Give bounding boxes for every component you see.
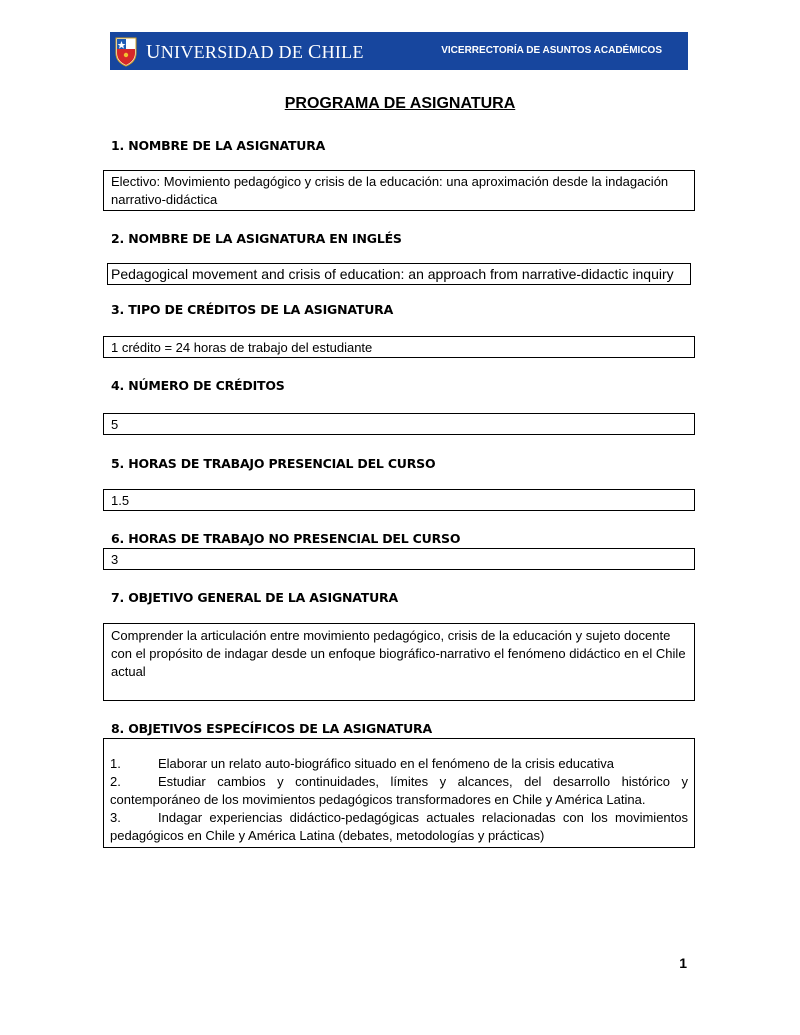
section-8-heading: 8. OBJETIVOS ESPECÍFICOS DE LA ASIGNATURA (111, 721, 432, 736)
header-banner (110, 32, 688, 70)
vice-rectory-label: VICERRECTORÍA DE ASUNTOS ACADÉMICOS (441, 45, 662, 56)
section-7-value: Comprender la articulación entre movimiento pedagógico, crisis de la educación y sujeto docente con el propósito de indagar desde un enfoque biográfico-narrativo el fenómeno didáctico en el Chile actual (111, 628, 686, 679)
section-5-value: 1.5 (111, 493, 130, 508)
university-name: UNIVERSIDAD DE CHILE (146, 41, 364, 63)
section-6-value: 3 (111, 552, 119, 567)
objective-item-3 (110, 809, 688, 845)
section-3-box (103, 336, 695, 358)
objective-text: Indagar experiencias didáctico-pedagógicas actuales relacionadas con los movimientos pedagógicos en Chile y América Latina (debates, metodologías y prácticas) (110, 810, 688, 843)
section-5-heading: 5. HORAS DE TRABAJO PRESENCIAL DEL CURSO (111, 456, 436, 471)
section-4-value: 5 (111, 417, 119, 432)
section-6-box (103, 548, 695, 570)
university-seal-icon (114, 35, 138, 67)
section-6-heading: 6. HORAS DE TRABAJO NO PRESENCIAL DEL CURSO (111, 531, 461, 546)
objective-number: 1. (110, 756, 121, 771)
objective-text: Estudiar cambios y continuidades, límites y alcances, del desarrollo histórico y contemporáneo de los movimientos pedagógicos transformadores en Chile y América Latina. (110, 774, 688, 807)
objective-number: 3. (110, 810, 121, 825)
section-2-heading: 2. NOMBRE DE LA ASIGNATURA EN INGLÉS (111, 231, 402, 246)
objective-item-2 (110, 773, 688, 809)
objective-item-1 (110, 755, 688, 773)
section-3-value: 1 crédito = 24 horas de trabajo del estudiante (111, 340, 373, 355)
section-7-heading: 7. OBJETIVO GENERAL DE LA ASIGNATURA (111, 590, 398, 605)
section-5-box (103, 489, 695, 511)
section-4-box (103, 413, 695, 435)
page-number: 1 (679, 955, 687, 971)
page-title: PROGRAMA DE ASIGNATURA (284, 95, 516, 112)
section-4-heading: 4. NÚMERO DE CRÉDITOS (111, 378, 285, 393)
objective-number: 2. (110, 774, 121, 789)
section-1-value: Electivo: Movimiento pedagógico y crisis de la educación: una aproximación desde la indagación narrativo-didáctica (111, 174, 669, 207)
section-3-heading: 3. TIPO DE CRÉDITOS DE LA ASIGNATURA (111, 302, 394, 317)
section-1-box (103, 170, 695, 211)
section-8-box (103, 738, 695, 848)
section-7-box (103, 623, 695, 701)
section-2-box (107, 263, 691, 285)
section-1-heading: 1. NOMBRE DE LA ASIGNATURA (111, 138, 326, 153)
section-2-value: Pedagogical movement and crisis of education: an approach from narrative-didactic inquiry (111, 266, 674, 282)
objective-text: Elaborar un relato auto-biográfico situado en el fenómeno de la crisis educativa (158, 756, 614, 771)
